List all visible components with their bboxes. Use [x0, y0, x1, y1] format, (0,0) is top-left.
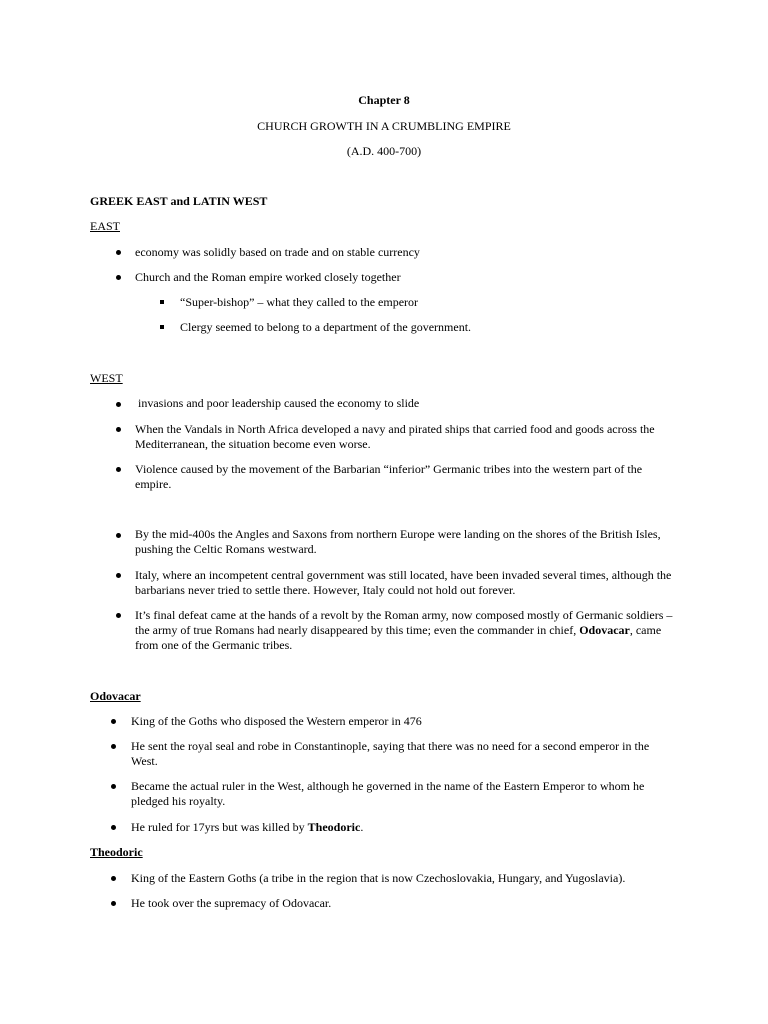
bullet-icon: [111, 876, 116, 881]
bullet-icon: [116, 613, 121, 618]
odovacar-bullet-4-end: .: [360, 820, 364, 834]
chapter-number: Chapter 8: [358, 93, 410, 107]
theodoric-bullet-2: He took over the supremacy of Odovacar.: [131, 896, 332, 910]
bullet-icon: [111, 719, 116, 724]
east-sub-bullet-2: Clergy seemed to belong to a department of the government.: [180, 320, 472, 334]
bullet-icon: [116, 533, 121, 538]
bullet-icon: [111, 825, 116, 830]
east-heading: EAST: [90, 219, 120, 233]
odovacar-name: Odovacar: [579, 623, 630, 637]
west-bullet-3: Violence caused by the movement of the Barbarian “inferior” Germanic tribes into the western part of the empire.: [135, 462, 643, 491]
bullet-icon: [111, 901, 116, 906]
odovacar-bullet-4-text: He ruled for 17yrs but was killed by: [131, 820, 308, 834]
square-bullet-icon: [160, 325, 164, 329]
odovacar-bullet-1: King of the Goths who disposed the Western emperor in 476: [131, 714, 422, 728]
east-bullet-1: economy was solidly based on trade and on stable currency: [135, 245, 420, 259]
west-heading: WEST: [90, 371, 123, 385]
bullet-icon: [116, 250, 121, 255]
west-bullet-1: invasions and poor leadership caused the economy to slide: [135, 396, 420, 410]
west-bullet-4: By the mid-400s the Angles and Saxons from northern Europe were landing on the shores of the British Isles, pushing the Celtic Romans westward.: [135, 527, 661, 556]
square-bullet-icon: [160, 300, 164, 304]
theodoric-heading: Theodoric: [90, 845, 143, 859]
west-bullet-6-text: It’s final defeat came at the hands of a revolt by the Roman army, now composed mostly of Germanic soldiers – the army of true Romans had nearly disappeared by this time; even the commander in chief,: [135, 608, 673, 637]
theodoric-bullet-1: King of the Eastern Goths (a tribe in the region that is now Czechoslovakia, Hungary, and Yugoslavia).: [131, 871, 626, 885]
bullet-icon: [116, 573, 121, 578]
odovacar-bullet-3: Became the actual ruler in the West, although he governed in the name of the Eastern Emperor to whom he pledged his royalty.: [131, 779, 645, 808]
bullet-icon: [111, 744, 116, 749]
west-bullet-6: [135, 608, 675, 653]
west-bullet-2: When the Vandals in North Africa developed a navy and pirated ships that carried food and goods across the Mediterranean, the situation become even worse.: [135, 422, 655, 451]
bullet-icon: [111, 784, 116, 789]
theodoric-name: Theodoric: [307, 820, 361, 834]
chapter-title: CHURCH GROWTH IN A CRUMBLING EMPIRE: [257, 119, 511, 133]
west-bullet-6-end: , came from one of the Germanic tribes.: [135, 623, 662, 652]
section-heading: GREEK EAST and LATIN WEST: [90, 194, 268, 208]
odovacar-bullet-4: [131, 820, 363, 835]
bullet-icon: [116, 275, 121, 280]
bullet-icon: [116, 427, 121, 432]
chapter-dates: (A.D. 400-700): [346, 144, 422, 158]
east-sub-bullet-1: “Super-bishop” – what they called to the emperor: [180, 295, 419, 309]
east-bullet-2: Church and the Roman empire worked closely together: [135, 270, 401, 284]
bullet-icon: [116, 402, 121, 407]
odovacar-heading: Odovacar: [90, 689, 141, 703]
bullet-icon: [116, 467, 121, 472]
odovacar-bullet-2: He sent the royal seal and robe in Constantinople, saying that there was no need for a second emperor in the West.: [131, 739, 650, 768]
west-bullet-5: Italy, where an incompetent central government was still located, have been invaded several times, although the barbarians never tried to settle there. However, Italy could not hold out forever.: [135, 568, 672, 597]
